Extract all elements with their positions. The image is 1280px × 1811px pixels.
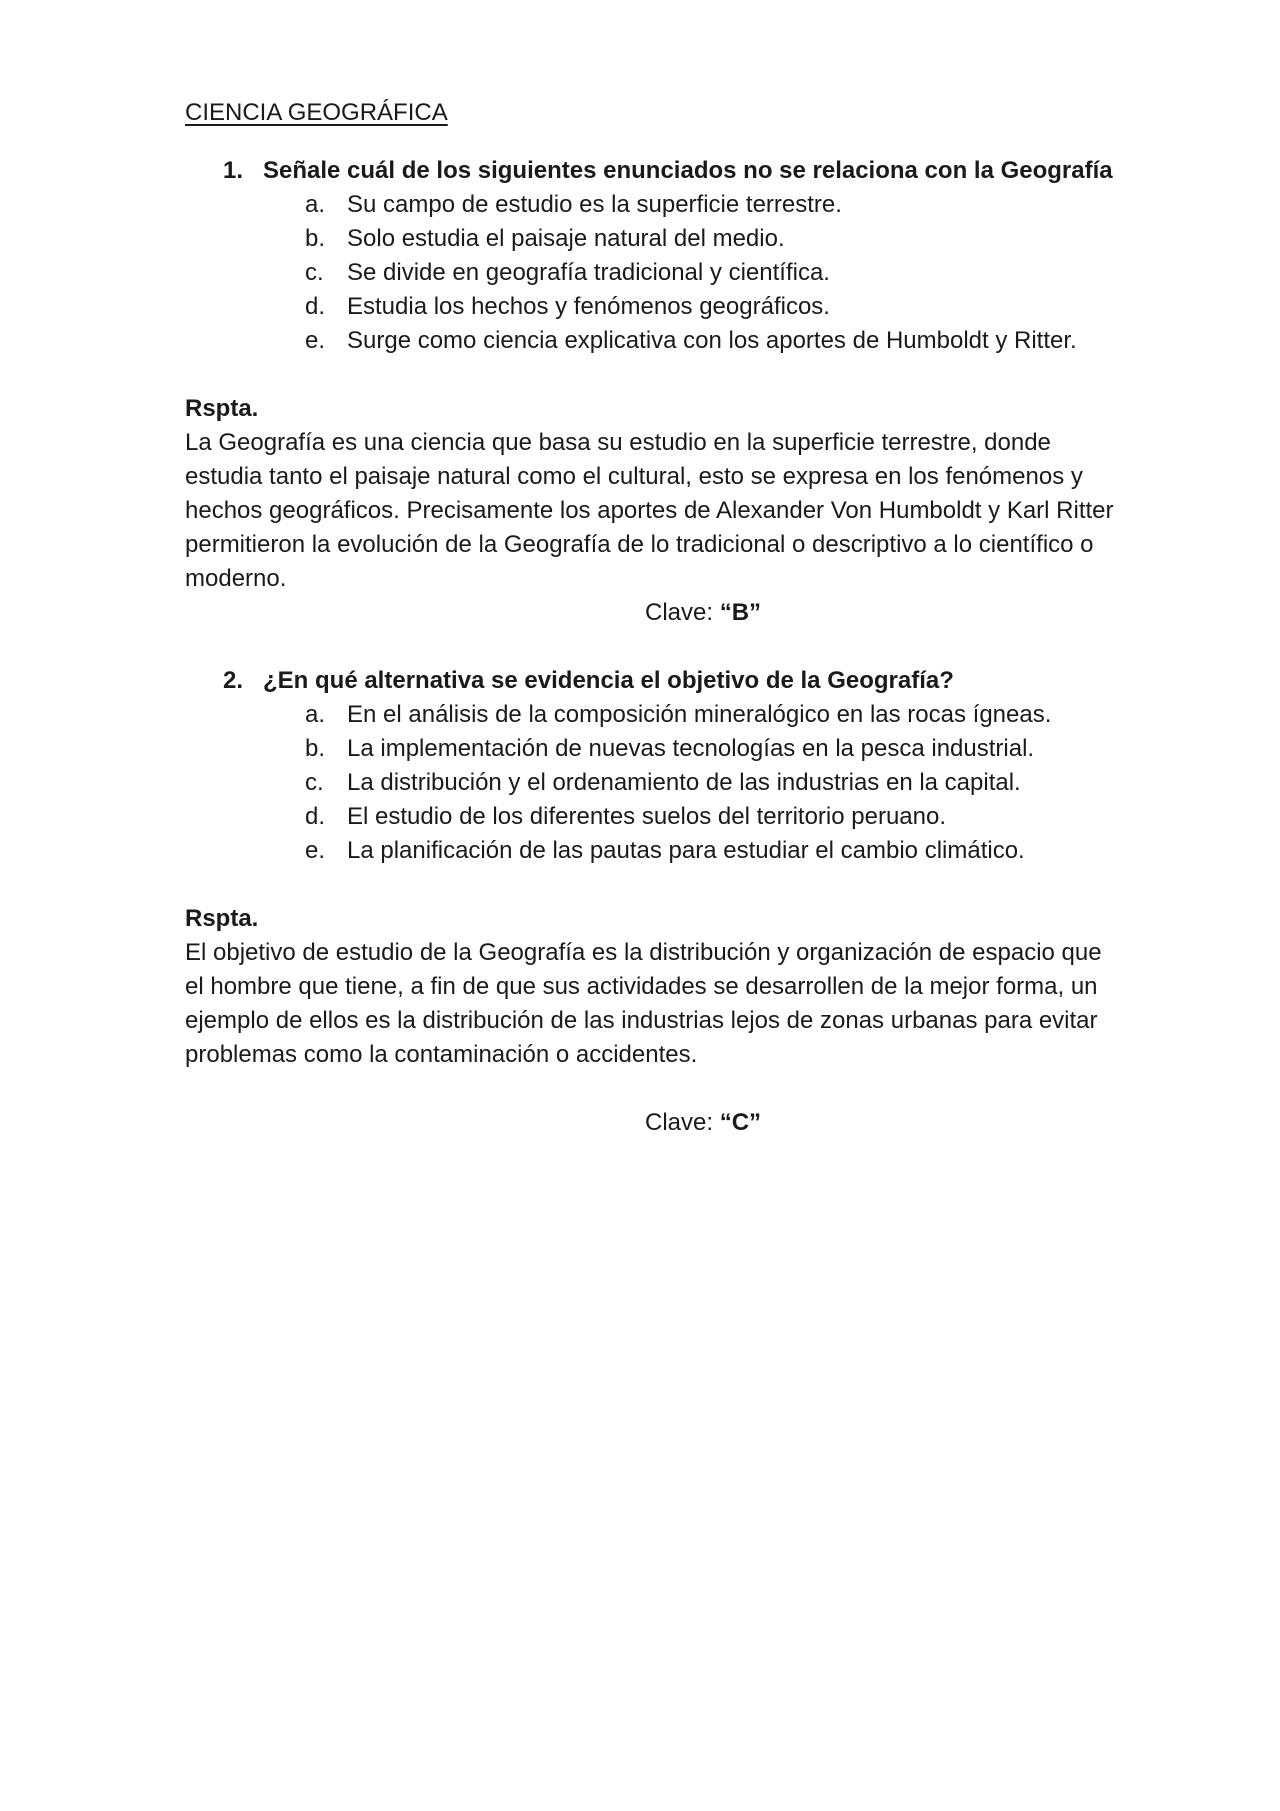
option-text: Su campo de estudio es la superficie terrestre.: [347, 191, 842, 218]
answer-label: Rspta.: [185, 905, 259, 932]
answer-key-label: Clave:: [645, 599, 714, 626]
document-title: CIENCIA GEOGRÁFICA: [185, 99, 448, 126]
option-letter: c.: [305, 259, 324, 286]
spacer: [185, 630, 1115, 664]
option-text: La implementación de nuevas tecnologías en la pesca industrial.: [347, 735, 1035, 762]
option-letter: c.: [305, 769, 324, 796]
question-1-options: [305, 188, 1115, 358]
option-letter: d.: [305, 803, 326, 830]
option-b: [305, 222, 1115, 256]
option-letter: d.: [305, 293, 326, 320]
option-a: [305, 188, 1115, 222]
option-a: [305, 698, 1115, 732]
option-c: [305, 766, 1115, 800]
question-text: Señale cuál de los siguientes enunciados no se relaciona con la Geografía: [263, 157, 1113, 184]
answer-key-value: “B”: [719, 599, 762, 626]
option-letter: a.: [305, 701, 326, 728]
answer-text: El objetivo de estudio de la Geografía es la distribución y organización de espacio que el hombre que tiene, a fin de que sus actividades se desarrollen de la mejor forma, un ejemplo de ellos es la distribución de las industrias lejos de zonas urbanas para evitar problemas como la contaminación o accidentes.: [185, 939, 1102, 1068]
answer-key-label: Clave:: [645, 1109, 714, 1136]
option-b: [305, 732, 1115, 766]
document-content: [185, 96, 1115, 1140]
question-2: [223, 664, 1115, 698]
option-text: Estudia los hechos y fenómenos geográficos.: [347, 293, 830, 320]
option-letter: e.: [305, 837, 326, 864]
option-letter: b.: [305, 735, 326, 762]
question-1: [223, 154, 1115, 188]
option-letter: b.: [305, 225, 326, 252]
answer-label: Rspta.: [185, 395, 259, 422]
answer-key: [645, 1106, 1115, 1140]
option-text: La planificación de las pautas para estudiar el cambio climático.: [347, 837, 1025, 864]
answer-key-value: “C”: [719, 1109, 762, 1136]
option-text: La distribución y el ordenamiento de las industrias en la capital.: [347, 769, 1021, 796]
question-number: 1.: [223, 157, 244, 184]
answer-text: La Geografía es una ciencia que basa su estudio en la superficie terrestre, donde estudia tanto el paisaje natural como el cultural, esto se expresa en los fenómenos y hechos geográficos. Precisamente los aportes de Alexander Von Humboldt y Karl Ritter permitieron la evolución de la Geografía de lo tradicional o descriptivo a lo científico o moderno.: [185, 429, 1114, 592]
question-number: 2.: [223, 667, 244, 694]
option-c: [305, 256, 1115, 290]
option-letter: a.: [305, 191, 326, 218]
option-d: [305, 290, 1115, 324]
option-letter: e.: [305, 327, 326, 354]
option-text: Surge como ciencia explicativa con los aportes de Humboldt y Ritter.: [347, 327, 1077, 354]
question-text: ¿En qué alternativa se evidencia el objetivo de la Geografía?: [263, 667, 954, 694]
option-text: El estudio de los diferentes suelos del territorio peruano.: [347, 803, 947, 830]
option-text: En el análisis de la composición mineralógico en las rocas ígneas.: [347, 701, 1052, 728]
option-e: [305, 834, 1115, 868]
spacer: [185, 1072, 1115, 1106]
option-text: Se divide en geografía tradicional y científica.: [347, 259, 830, 286]
answer-key: [645, 596, 1115, 630]
option-d: [305, 800, 1115, 834]
option-e: [305, 324, 1115, 358]
option-text: Solo estudia el paisaje natural del medio.: [347, 225, 785, 252]
question-2-options: [305, 698, 1115, 868]
